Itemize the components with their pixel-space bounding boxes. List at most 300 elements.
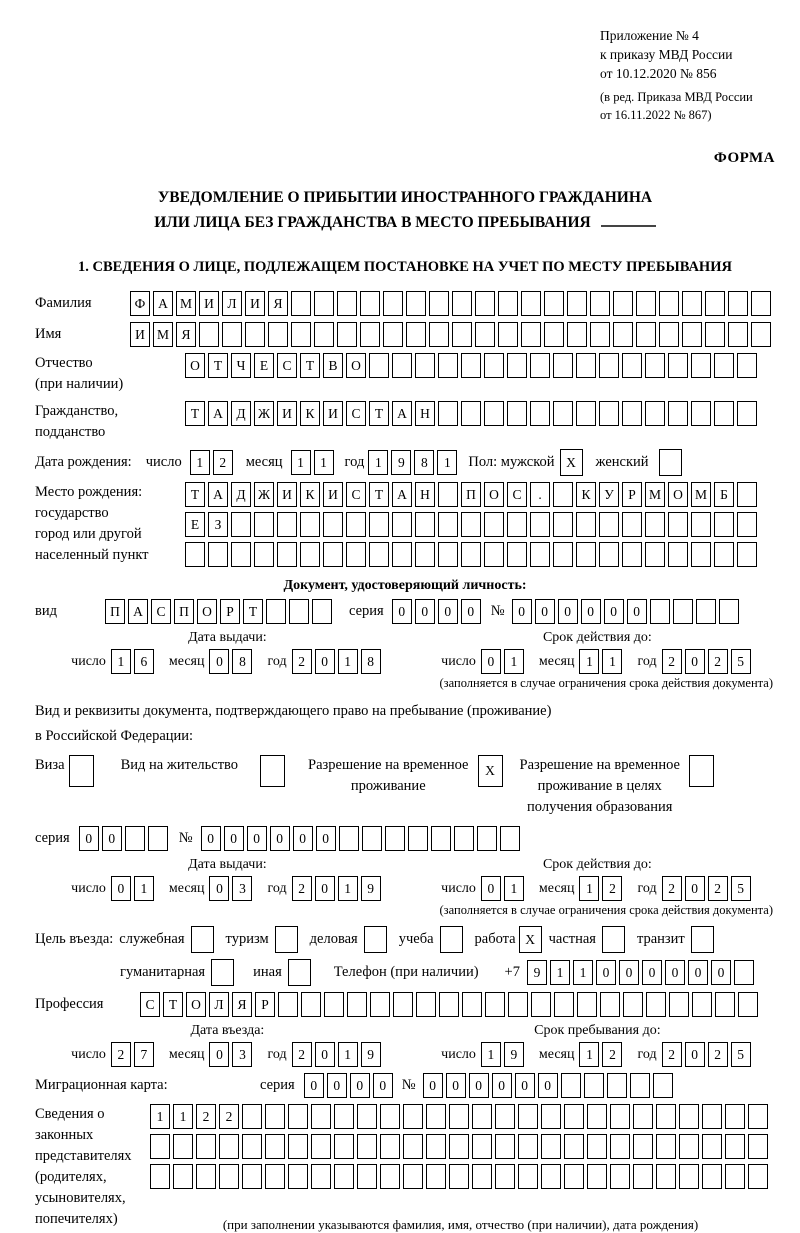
cell[interactable]	[576, 542, 596, 567]
cell[interactable]: 0	[469, 1073, 489, 1098]
entry-year-cells[interactable]	[292, 1042, 384, 1067]
cell[interactable]	[440, 926, 463, 953]
cell[interactable]: 0	[685, 876, 705, 901]
cell[interactable]: .	[530, 482, 550, 507]
cell[interactable]	[449, 1164, 469, 1189]
cell[interactable]	[369, 512, 389, 537]
cell[interactable]	[334, 1164, 354, 1189]
cell[interactable]: М	[691, 482, 711, 507]
cell[interactable]	[219, 1164, 239, 1189]
cell[interactable]	[148, 826, 168, 851]
migration-series-cells[interactable]	[304, 1073, 396, 1098]
residence-expiry-year-cells[interactable]	[662, 876, 754, 901]
cell[interactable]	[347, 992, 367, 1017]
cell[interactable]: 1	[579, 649, 599, 674]
purpose-private-checkbox[interactable]	[602, 926, 628, 953]
cell[interactable]	[544, 322, 564, 347]
cell[interactable]	[231, 512, 251, 537]
sex-male-checkbox[interactable]	[560, 449, 586, 476]
cell[interactable]	[426, 1134, 446, 1159]
cell[interactable]	[406, 291, 426, 316]
cell[interactable]: Д	[231, 482, 251, 507]
cell[interactable]	[150, 1164, 170, 1189]
cell[interactable]	[438, 401, 458, 426]
cell[interactable]: 9	[527, 960, 547, 985]
cell[interactable]: 5	[731, 649, 751, 674]
cell[interactable]	[564, 1104, 584, 1129]
cell[interactable]: Р	[220, 599, 240, 624]
cell[interactable]: Б	[714, 482, 734, 507]
profession-cells[interactable]	[140, 992, 761, 1017]
cell[interactable]	[636, 322, 656, 347]
cell[interactable]	[357, 1134, 377, 1159]
cell[interactable]	[452, 291, 472, 316]
cell[interactable]	[719, 599, 739, 624]
cell[interactable]: А	[208, 482, 228, 507]
cell[interactable]	[266, 599, 286, 624]
cell[interactable]: О	[668, 482, 688, 507]
cell[interactable]	[668, 512, 688, 537]
cell[interactable]: 2	[662, 1042, 682, 1067]
purpose-work-checkbox[interactable]	[519, 926, 545, 953]
cell[interactable]: 8	[232, 649, 252, 674]
cell[interactable]: 9	[391, 450, 411, 475]
cell[interactable]: 6	[134, 649, 154, 674]
cell[interactable]	[231, 542, 251, 567]
cell[interactable]	[610, 1164, 630, 1189]
cell[interactable]	[633, 1134, 653, 1159]
cell[interactable]	[645, 542, 665, 567]
cell[interactable]	[393, 992, 413, 1017]
cell[interactable]	[369, 542, 389, 567]
cell[interactable]: 0	[665, 960, 685, 985]
cell[interactable]: 0	[304, 1073, 324, 1098]
cell[interactable]	[362, 826, 382, 851]
cell[interactable]	[561, 1073, 581, 1098]
cell[interactable]	[219, 1134, 239, 1159]
cell[interactable]	[173, 1164, 193, 1189]
cell[interactable]: 0	[79, 826, 99, 851]
cell[interactable]: 8	[361, 649, 381, 674]
cell[interactable]	[702, 1104, 722, 1129]
cell[interactable]: 1	[504, 649, 524, 674]
cell[interactable]: 1	[134, 876, 154, 901]
cell[interactable]	[360, 322, 380, 347]
cell[interactable]	[346, 542, 366, 567]
cell[interactable]	[737, 542, 757, 567]
cell[interactable]: Н	[415, 401, 435, 426]
cell[interactable]	[346, 512, 366, 537]
cell[interactable]	[682, 291, 702, 316]
cell[interactable]: О	[197, 599, 217, 624]
phone-cells[interactable]	[527, 960, 757, 985]
cell[interactable]	[277, 512, 297, 537]
cell[interactable]	[607, 1073, 627, 1098]
cell[interactable]	[370, 992, 390, 1017]
cell[interactable]	[415, 353, 435, 378]
cell[interactable]	[646, 992, 666, 1017]
cell[interactable]	[324, 992, 344, 1017]
cell[interactable]	[245, 322, 265, 347]
identity-expiry-day-cells[interactable]	[481, 649, 527, 674]
cell[interactable]	[530, 542, 550, 567]
cell[interactable]: 1	[504, 876, 524, 901]
residence-issue-year-cells[interactable]	[292, 876, 384, 901]
birthplace-cells-row2[interactable]	[185, 512, 760, 537]
cell[interactable]	[392, 512, 412, 537]
cell[interactable]: 9	[361, 1042, 381, 1067]
cell[interactable]	[438, 353, 458, 378]
cell[interactable]	[311, 1104, 331, 1129]
cell[interactable]: О	[346, 353, 366, 378]
cell[interactable]: 1	[437, 450, 457, 475]
cell[interactable]	[584, 1073, 604, 1098]
cell[interactable]	[691, 512, 711, 537]
cell[interactable]	[260, 755, 285, 787]
cell[interactable]	[587, 1104, 607, 1129]
cell[interactable]: 0	[102, 826, 122, 851]
cell[interactable]	[288, 1164, 308, 1189]
cell[interactable]: У	[599, 482, 619, 507]
cell[interactable]: 1	[111, 649, 131, 674]
cell[interactable]	[431, 826, 451, 851]
cell[interactable]: Р	[622, 482, 642, 507]
cell[interactable]: П	[174, 599, 194, 624]
purpose-tourism-checkbox[interactable]	[275, 926, 301, 953]
cell[interactable]: 1	[573, 960, 593, 985]
cell[interactable]	[438, 482, 458, 507]
cell[interactable]: 0	[685, 649, 705, 674]
cell[interactable]: 0	[209, 649, 229, 674]
cell[interactable]: 9	[504, 1042, 524, 1067]
cell[interactable]	[668, 353, 688, 378]
cell[interactable]	[653, 1073, 673, 1098]
cell[interactable]	[577, 992, 597, 1017]
cell[interactable]: А	[392, 482, 412, 507]
cell[interactable]	[737, 512, 757, 537]
cell[interactable]	[599, 542, 619, 567]
purpose-other-checkbox[interactable]	[288, 959, 314, 986]
cell[interactable]	[630, 1073, 650, 1098]
cell[interactable]: О	[484, 482, 504, 507]
cell[interactable]: 0	[535, 599, 555, 624]
cell[interactable]	[314, 322, 334, 347]
cell[interactable]	[406, 322, 426, 347]
cell[interactable]	[300, 512, 320, 537]
cell[interactable]	[531, 992, 551, 1017]
cell[interactable]	[737, 353, 757, 378]
cell[interactable]	[339, 826, 359, 851]
cell[interactable]: 0	[711, 960, 731, 985]
cell[interactable]: 1	[550, 960, 570, 985]
cell[interactable]: 1	[291, 450, 311, 475]
cell[interactable]: 0	[481, 876, 501, 901]
cell[interactable]: Т	[369, 482, 389, 507]
cell[interactable]	[714, 512, 734, 537]
cell[interactable]	[300, 542, 320, 567]
cell[interactable]	[610, 1104, 630, 1129]
cell[interactable]: 0	[481, 649, 501, 674]
cell[interactable]: В	[323, 353, 343, 378]
cell[interactable]: Т	[163, 992, 183, 1017]
cell[interactable]	[403, 1134, 423, 1159]
cell[interactable]	[702, 1164, 722, 1189]
cell[interactable]: 0	[558, 599, 578, 624]
cell[interactable]	[415, 542, 435, 567]
cell[interactable]	[357, 1164, 377, 1189]
cell[interactable]	[265, 1104, 285, 1129]
cell[interactable]	[495, 1164, 515, 1189]
cell[interactable]: А	[153, 291, 173, 316]
cell[interactable]	[69, 755, 94, 787]
cell[interactable]: 0	[315, 1042, 335, 1067]
cell[interactable]: 0	[224, 826, 244, 851]
cell[interactable]: Т	[243, 599, 263, 624]
cell[interactable]: 2	[602, 1042, 622, 1067]
cell[interactable]	[725, 1104, 745, 1129]
cell[interactable]	[714, 401, 734, 426]
cell[interactable]: К	[300, 401, 320, 426]
cell[interactable]	[125, 826, 145, 851]
surname-cells[interactable]	[130, 291, 774, 316]
cell[interactable]: 2	[213, 450, 233, 475]
cell[interactable]: 0	[315, 876, 335, 901]
cell[interactable]	[679, 1104, 699, 1129]
cell[interactable]: С	[507, 482, 527, 507]
cell[interactable]: X	[560, 449, 583, 476]
cell[interactable]	[323, 542, 343, 567]
cell[interactable]: 0	[270, 826, 290, 851]
cell[interactable]: 0	[209, 876, 229, 901]
representatives-cells-row3[interactable]	[150, 1164, 771, 1189]
birthplace-cells-row1[interactable]	[185, 482, 760, 507]
cell[interactable]	[222, 322, 242, 347]
cell[interactable]: 0	[315, 649, 335, 674]
identity-expiry-month-cells[interactable]	[579, 649, 625, 674]
cell[interactable]	[484, 542, 504, 567]
cell[interactable]: 0	[685, 1042, 705, 1067]
cell[interactable]	[461, 542, 481, 567]
cell[interactable]: И	[245, 291, 265, 316]
cell[interactable]	[553, 512, 573, 537]
cell[interactable]: М	[645, 482, 665, 507]
cell[interactable]	[714, 542, 734, 567]
cell[interactable]	[242, 1164, 262, 1189]
cell[interactable]	[254, 512, 274, 537]
cell[interactable]: И	[277, 482, 297, 507]
cell[interactable]: О	[185, 353, 205, 378]
stay-day-cells[interactable]	[481, 1042, 527, 1067]
cell[interactable]	[278, 992, 298, 1017]
cell[interactable]	[613, 322, 633, 347]
identity-issue-year-cells[interactable]	[292, 649, 384, 674]
cell[interactable]: П	[105, 599, 125, 624]
cell[interactable]	[679, 1134, 699, 1159]
cell[interactable]: 0	[415, 599, 435, 624]
cell[interactable]: 0	[209, 1042, 229, 1067]
cell[interactable]	[613, 291, 633, 316]
cell[interactable]	[150, 1134, 170, 1159]
cell[interactable]	[475, 322, 495, 347]
cell[interactable]: 0	[461, 599, 481, 624]
cell[interactable]: 2	[602, 876, 622, 901]
cell[interactable]: 2	[662, 649, 682, 674]
cell[interactable]	[429, 322, 449, 347]
cell[interactable]: 0	[350, 1073, 370, 1098]
cell[interactable]	[669, 992, 689, 1017]
cell[interactable]	[622, 512, 642, 537]
cell[interactable]	[265, 1134, 285, 1159]
cell[interactable]	[277, 542, 297, 567]
residence-number-cells[interactable]	[201, 826, 523, 851]
cell[interactable]	[334, 1134, 354, 1159]
cell[interactable]	[725, 1164, 745, 1189]
cell[interactable]: 1	[338, 649, 358, 674]
cell[interactable]	[337, 291, 357, 316]
cell[interactable]	[748, 1134, 768, 1159]
cell[interactable]	[426, 1164, 446, 1189]
cell[interactable]	[645, 401, 665, 426]
cell[interactable]: 0	[596, 960, 616, 985]
cell[interactable]: Я	[268, 291, 288, 316]
identity-expiry-year-cells[interactable]	[662, 649, 754, 674]
cell[interactable]: Л	[222, 291, 242, 316]
edu-residence-checkbox[interactable]	[689, 755, 717, 787]
cell[interactable]	[576, 512, 596, 537]
cell[interactable]	[748, 1164, 768, 1189]
cell[interactable]	[196, 1134, 216, 1159]
cell[interactable]	[507, 401, 527, 426]
cell[interactable]: 2	[219, 1104, 239, 1129]
cell[interactable]	[289, 599, 309, 624]
cell[interactable]: А	[128, 599, 148, 624]
cell[interactable]	[599, 512, 619, 537]
cell[interactable]	[507, 512, 527, 537]
cell[interactable]: 0	[423, 1073, 443, 1098]
cell[interactable]	[291, 291, 311, 316]
cell[interactable]	[268, 322, 288, 347]
cell[interactable]: 1	[579, 1042, 599, 1067]
patronymic-cells[interactable]	[185, 353, 760, 378]
cell[interactable]	[495, 1104, 515, 1129]
cell[interactable]	[725, 1134, 745, 1159]
migration-number-cells[interactable]	[423, 1073, 676, 1098]
entry-day-cells[interactable]	[111, 1042, 157, 1067]
cell[interactable]: Ф	[130, 291, 150, 316]
cell[interactable]: С	[346, 482, 366, 507]
cell[interactable]	[439, 992, 459, 1017]
residence-expiry-month-cells[interactable]	[579, 876, 625, 901]
cell[interactable]: 0	[293, 826, 313, 851]
cell[interactable]	[242, 1104, 262, 1129]
cell[interactable]	[679, 1164, 699, 1189]
cell[interactable]	[659, 449, 682, 476]
cell[interactable]	[477, 826, 497, 851]
cell[interactable]	[472, 1134, 492, 1159]
cell[interactable]: И	[277, 401, 297, 426]
cell[interactable]	[472, 1164, 492, 1189]
representatives-cells-row2[interactable]	[150, 1134, 771, 1159]
cell[interactable]	[728, 291, 748, 316]
cell[interactable]	[452, 322, 472, 347]
cell[interactable]	[659, 291, 679, 316]
stay-month-cells[interactable]	[579, 1042, 625, 1067]
cell[interactable]	[462, 992, 482, 1017]
cell[interactable]	[173, 1134, 193, 1159]
cell[interactable]	[541, 1104, 561, 1129]
cell[interactable]: 2	[111, 1042, 131, 1067]
cell[interactable]: 1	[481, 1042, 501, 1067]
cell[interactable]	[242, 1134, 262, 1159]
identity-issue-day-cells[interactable]	[111, 649, 157, 674]
cell[interactable]	[380, 1104, 400, 1129]
cell[interactable]	[751, 291, 771, 316]
cell[interactable]: З	[208, 512, 228, 537]
cell[interactable]	[403, 1104, 423, 1129]
cell[interactable]: 2	[708, 649, 728, 674]
cell[interactable]	[518, 1164, 538, 1189]
cell[interactable]: 0	[619, 960, 639, 985]
cell[interactable]	[369, 353, 389, 378]
cell[interactable]	[484, 353, 504, 378]
cell[interactable]: Т	[369, 401, 389, 426]
cell[interactable]: Р	[255, 992, 275, 1017]
cell[interactable]: 0	[512, 599, 532, 624]
cell[interactable]	[689, 755, 714, 787]
cell[interactable]: Ч	[231, 353, 251, 378]
cell[interactable]	[682, 322, 702, 347]
cell[interactable]: 1	[579, 876, 599, 901]
cell[interactable]	[544, 291, 564, 316]
cell[interactable]	[429, 291, 449, 316]
cell[interactable]	[645, 353, 665, 378]
cell[interactable]	[633, 1164, 653, 1189]
sex-female-checkbox[interactable]	[659, 449, 685, 476]
purpose-study-checkbox[interactable]	[440, 926, 466, 953]
cell[interactable]: 1	[368, 450, 388, 475]
cell[interactable]: Н	[415, 482, 435, 507]
firstname-cells[interactable]	[130, 322, 774, 347]
cell[interactable]	[541, 1164, 561, 1189]
cell[interactable]: Л	[209, 992, 229, 1017]
cell[interactable]	[521, 322, 541, 347]
cell[interactable]	[691, 353, 711, 378]
cell[interactable]: 0	[515, 1073, 535, 1098]
cell[interactable]: 2	[662, 876, 682, 901]
cell[interactable]	[199, 322, 219, 347]
cell[interactable]	[734, 960, 754, 985]
cell[interactable]	[426, 1104, 446, 1129]
cell[interactable]	[408, 826, 428, 851]
cell[interactable]: 3	[232, 876, 252, 901]
cell[interactable]: 2	[292, 876, 312, 901]
cell[interactable]	[564, 1164, 584, 1189]
birth-year-cells[interactable]	[368, 450, 460, 475]
cell[interactable]: 0	[201, 826, 221, 851]
cell[interactable]	[715, 992, 735, 1017]
identity-issue-month-cells[interactable]	[209, 649, 255, 674]
cell[interactable]	[518, 1104, 538, 1129]
cell[interactable]	[599, 401, 619, 426]
cell[interactable]: И	[130, 322, 150, 347]
cell[interactable]: 0	[111, 876, 131, 901]
cell[interactable]	[484, 401, 504, 426]
cell[interactable]	[599, 353, 619, 378]
purpose-transit-checkbox[interactable]	[691, 926, 717, 953]
cell[interactable]: Е	[185, 512, 205, 537]
purpose-commerce-checkbox[interactable]	[364, 926, 390, 953]
cell[interactable]: 8	[414, 450, 434, 475]
